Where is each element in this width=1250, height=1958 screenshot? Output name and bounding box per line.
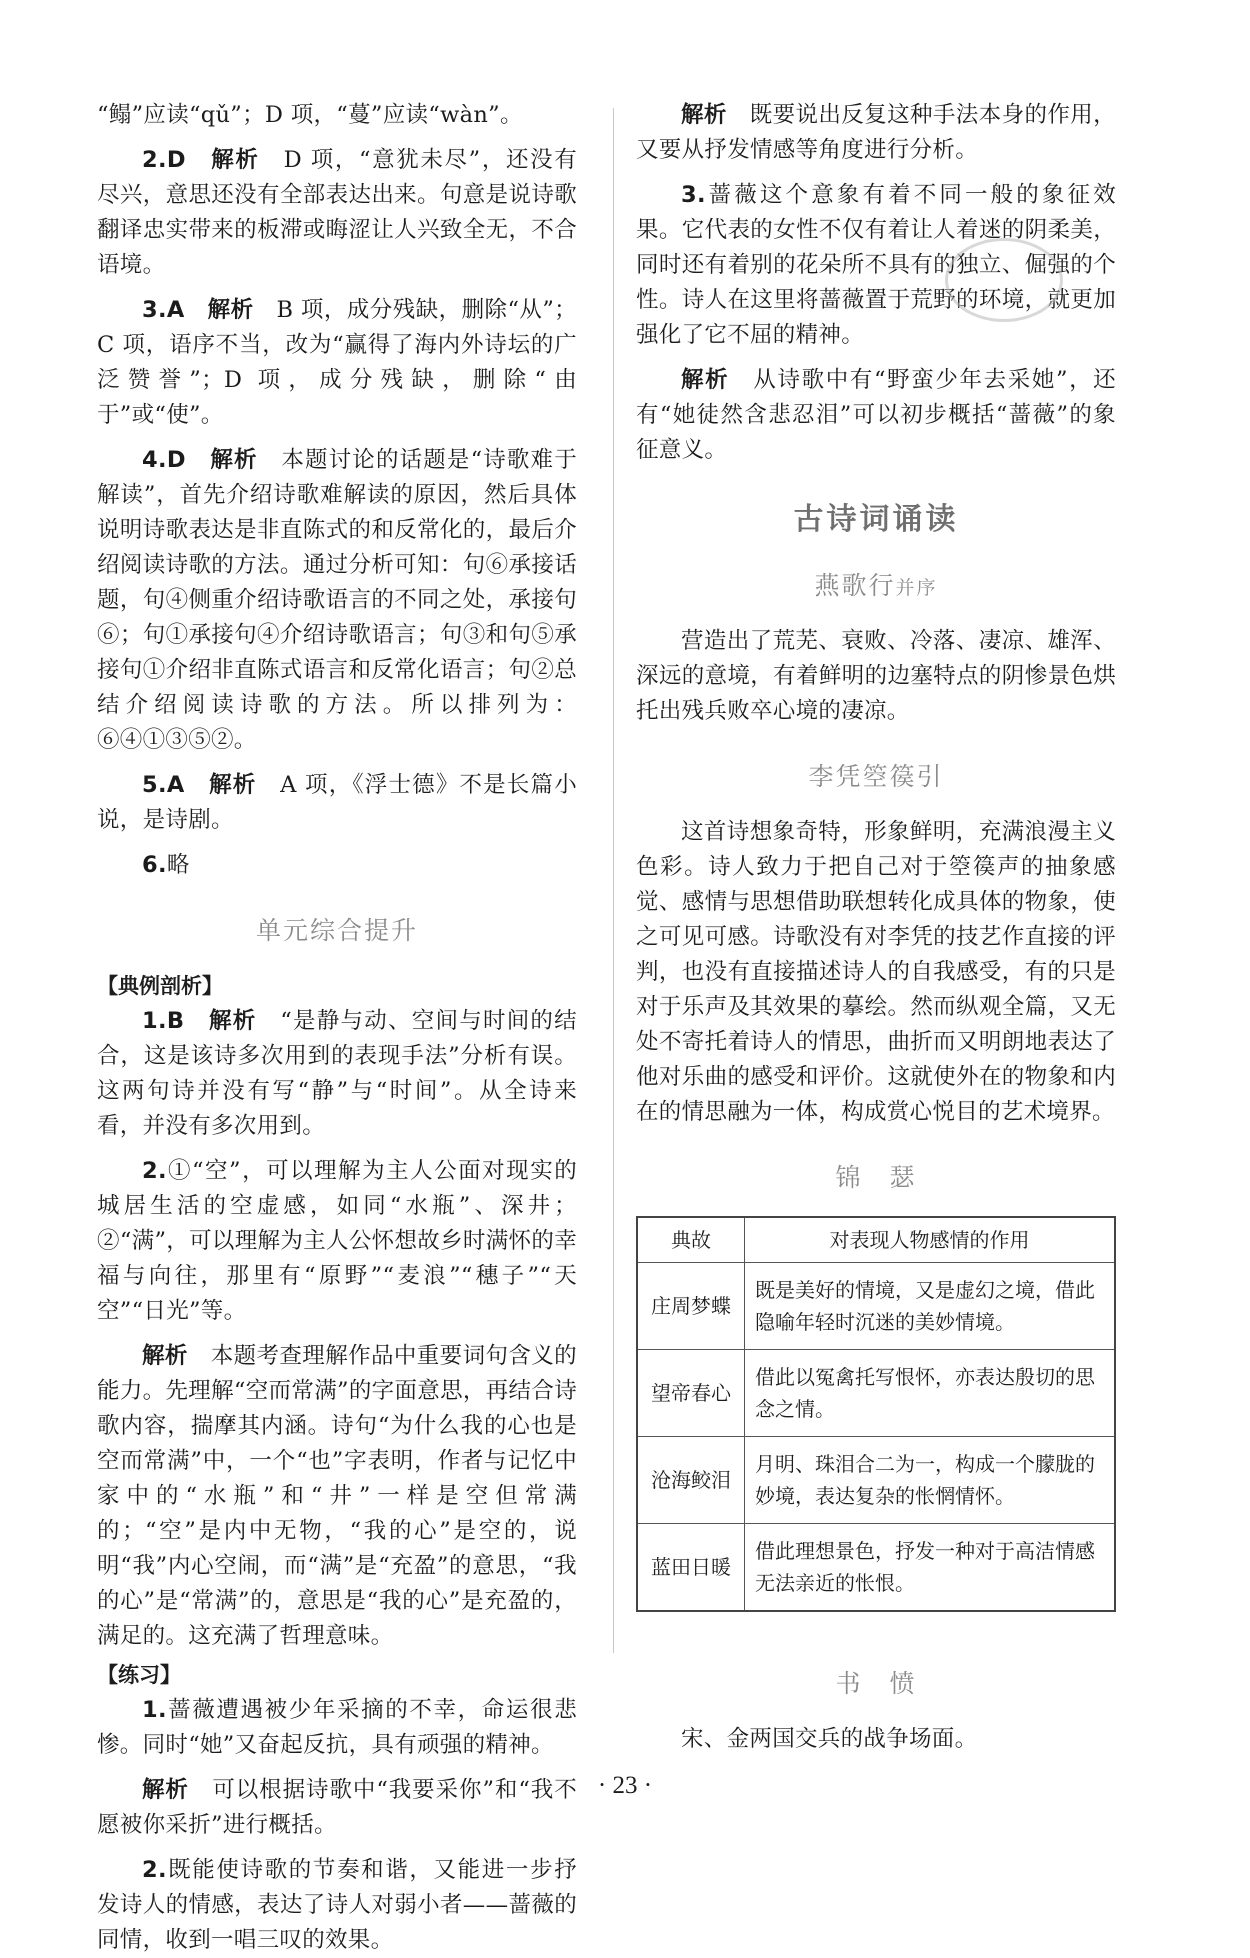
answer-letter: B	[166, 1008, 185, 1034]
table-cell: 月明、珠泪合二为一，构成一个朦胧的妙境，表达复杂的怅惘情怀。	[745, 1437, 1116, 1524]
item-number: 2.	[142, 1158, 167, 1184]
right-column	[636, 98, 1116, 1757]
poem-title	[636, 566, 1116, 602]
analysis-label: 解析	[208, 1008, 257, 1034]
item-number: 6.	[142, 852, 167, 878]
analysis-label: 解析	[142, 1343, 188, 1369]
item-number: 5.	[142, 772, 167, 798]
table-header-row	[637, 1217, 1115, 1263]
item-number: 3.	[681, 182, 706, 208]
table-cell: 借此理想景色，抒发一种对于高洁情感无法亲近的怅恨。	[745, 1524, 1116, 1612]
analysis-label: 解析	[210, 447, 258, 473]
example-1	[97, 1004, 577, 1144]
exercise-3-analysis	[636, 363, 1116, 468]
table-row	[637, 1437, 1115, 1524]
page-number: · 23 ·	[597, 1772, 653, 1799]
table-cell: 既是美好的情境，又是虚幻之境，借此隐喻年轻时沉迷的美妙情境。	[745, 1263, 1116, 1350]
table-cell: 蓝田日暖	[637, 1524, 745, 1612]
answer-text: 蔷薇这个意象有着不同一般的象征效果。它代表的女性不仅有着让人着迷的阴柔美，同时还有着别的花朵所不具有的独立、倔强的个性。诗人在这里将蔷薇置于荒野的环境，就更加强化了它不屈的精神。	[636, 182, 1116, 348]
analysis-label: 解析	[211, 147, 260, 173]
answer-4	[97, 443, 577, 758]
item-number: 4.	[142, 447, 167, 473]
answer-3	[97, 293, 577, 433]
poem-title: 锦 瑟	[835, 1163, 917, 1192]
poem-title-text: 燕歌行	[814, 571, 896, 600]
allusion-table	[636, 1216, 1116, 1612]
analysis-text: 从诗歌中有“野蛮少年去采她”，还有“她徒然含悲忍泪”可以初步概括“蔷薇”的象征意义。	[636, 367, 1116, 463]
left-column	[97, 98, 577, 1958]
answer-text: 略	[166, 852, 190, 878]
analysis-text: 本题讨论的话题是“诗歌难于解读”，首先介绍诗歌难解读的原因，然后具体说明诗歌表达是非直陈式的和反常化的，最后介绍阅读诗歌的方法。通过分析可知：句⑥承接话题，句④侧重介绍诗歌语言的不同之处，承接句⑥；句①承接句④介绍诗歌语言；句③和句⑤承接句①介绍非直陈式语言和反常化语言；句②总结介绍阅读诗歌的方法。所以排列为：⑥④①③⑤②。	[97, 447, 577, 753]
table-header: 典故	[637, 1217, 745, 1263]
answer-text: 既能使诗歌的节奏和谐，又能进一步抒发诗人的情感，表达了诗人对弱小者——蔷薇的同情，收到一唱三叹的效果。	[97, 1857, 577, 1953]
analysis-text: 可以根据诗歌中“我要采你”和“我不愿被你采折”进行概括。	[97, 1777, 577, 1838]
analysis-label: 解析	[209, 772, 257, 798]
answer-5	[97, 768, 577, 838]
subsection-label: 【典例剖析】	[97, 974, 223, 998]
analysis-text: 既要说出反复这种手法本身的作用，又要从抒发情感等角度进行分析。	[636, 102, 1116, 163]
poem-title: 李凭箜篌引	[808, 762, 944, 791]
poem-note: 营造出了荒芜、衰败、冷落、凄凉、雄浑、深远的意境，有着鲜明的边塞特点的阴惨景色烘托出残兵败卒心境的凄凉。	[636, 628, 1116, 724]
answer-letter: A	[166, 772, 185, 798]
table-cell: 借此以冤禽托写恨怀，亦表达殷切的思念之情。	[745, 1350, 1116, 1437]
analysis-label: 解析	[142, 1777, 189, 1803]
answer-text: ①“空”，可以理解为主人公面对现实的城居生活的空虚感，如同“水瓶”、深井；②“满”，可以理解为主人公怀想故乡时满怀的幸福与向往，那里有“原野”“麦浪”“穗子”“天空”“日光”等。	[97, 1158, 577, 1324]
analysis-label: 解析	[681, 367, 730, 393]
analysis-text: “是静与动、空间与时间的结合，这是该诗多次用到的表现手法”分析有误。这两句诗并没有写“静”与“时间”。从全诗来看，并没有多次用到。	[97, 1008, 577, 1139]
answer-6	[97, 848, 577, 883]
answer-2	[97, 143, 577, 283]
table-row	[637, 1263, 1115, 1350]
item-number: 1.	[142, 1008, 167, 1034]
section-title: 单元综合提升	[255, 916, 418, 945]
analysis-text: 本题考查理解作品中重要词句含义的能力。先理解“空而常满”的字面意思，再结合诗歌内容，揣摩其内涵。诗句“为什么我的心也是空而常满”中，一个“也”字表明，作者与记忆中家中的“水瓶”和“井”一样是空但常满的；“空”是内中无物，“我的心”是空的，说明“我”内心空闹，而“满”是“充盈”的意思，“我的心”是“常满”的，意思是“我的心”是充盈的，满足的。这充满了哲理意味。	[97, 1343, 577, 1649]
answer-letter: D	[166, 447, 186, 473]
item-number: 3.	[142, 297, 167, 323]
table-row	[637, 1350, 1115, 1437]
item-number: 1.	[142, 1697, 167, 1723]
analysis-text: D 项，“意犹未尽”，还没有尽兴，意思还没有全部表达出来。句意是说诗歌翻译忠实带来的板滞或晦涩让人兴致全无，不合语境。	[97, 147, 577, 278]
table-row	[637, 1524, 1115, 1612]
table-header: 对表现人物感情的作用	[745, 1217, 1116, 1263]
answer-text: 蔷薇遭遇被少年采摘的不幸，命运很悲惨。同时“她”又奋起反抗，具有顽强的精神。	[97, 1697, 577, 1758]
poem-note: 这首诗想象奇特，形象鲜明，充满浪漫主义色彩。诗人致力于把自己对于箜篌声的抽象感觉、感情与思想借助联想转化成具体的物象，使之可见可感。诗歌没有对李凭的技艺作直接的评判，也没有直接描述诗人的自我感受，有的只是对于乐声及其效果的摹绘。然而纵观全篇，又无处不寄托着诗人的情思，曲折而又明朗地表达了他对乐曲的感受和评价。这就使外在的物象和内在的情思融为一体，构成赏心悦目的艺术境界。	[636, 819, 1116, 1125]
exercise-1	[97, 1693, 577, 1763]
table-cell: 沧海鲛泪	[637, 1437, 745, 1524]
exercise-2-analysis	[636, 98, 1116, 168]
table-cell: 庄周梦蝶	[637, 1263, 745, 1350]
analysis-text: B 项，成分残缺，删除“从”；C 项，语序不当，改为“赢得了海内外诗坛的广泛赞誉”；D 项，成分残缺，删除“由于”或“使”。	[97, 297, 577, 428]
section-title: 古诗词诵读	[793, 502, 959, 537]
stamp-mark	[945, 238, 1063, 322]
item-number: 2.	[142, 147, 167, 173]
example-2	[97, 1154, 577, 1329]
answer-letter: A	[166, 297, 185, 323]
analysis-label: 解析	[681, 102, 727, 128]
example-2-analysis	[97, 1339, 577, 1654]
poem-title: 书 愤	[835, 1669, 917, 1698]
answer-line: “鳎”应读“qǔ”；D 项，“蔓”应读“wàn”。	[97, 102, 523, 128]
exercise-2	[97, 1853, 577, 1958]
subsection-label: 【练习】	[97, 1663, 181, 1687]
analysis-text: A 项，《浮士德》不是长篇小说，是诗剧。	[97, 772, 577, 833]
column-divider	[613, 108, 614, 1653]
poem-title-sub: 并序	[895, 577, 938, 599]
poem-note: 宋、金两国交兵的战争场面。	[681, 1726, 978, 1752]
answer-letter: D	[166, 147, 186, 173]
table-cell: 望帝春心	[637, 1350, 745, 1437]
item-number: 2.	[142, 1857, 167, 1883]
analysis-label: 解析	[207, 297, 254, 323]
